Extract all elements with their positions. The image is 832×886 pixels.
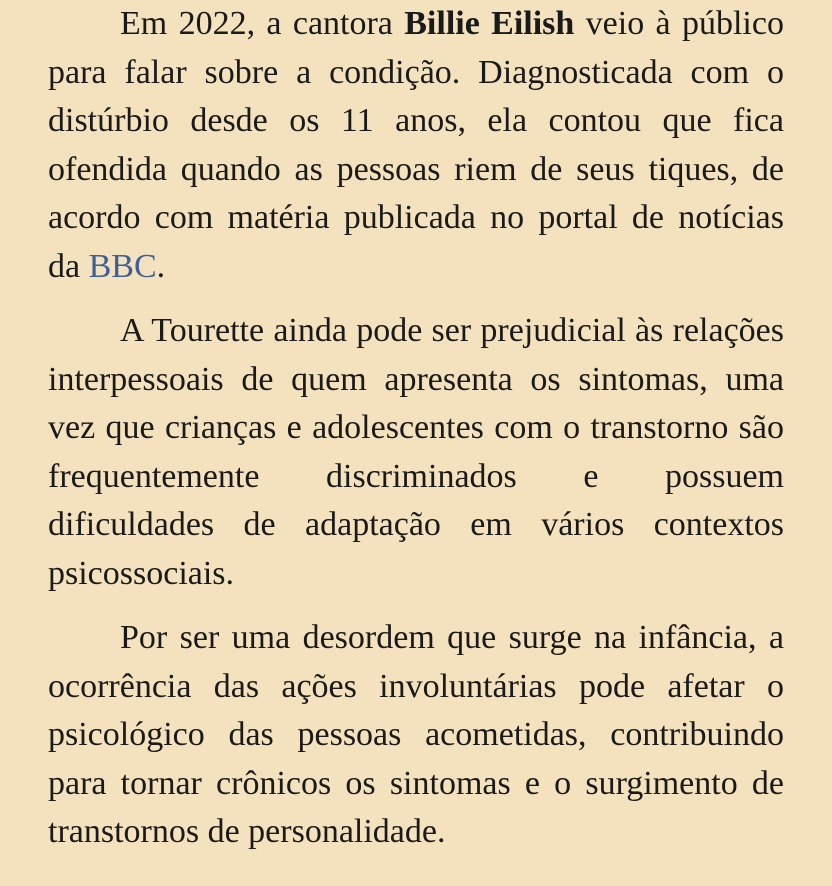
artist-name: Billie Eilish: [404, 5, 575, 42]
bbc-link[interactable]: BBC: [88, 247, 157, 285]
paragraph-1-intro: Em 2022, a cantora: [120, 5, 405, 42]
article-body: [48, 0, 784, 873]
paragraph-2: A Tourette ainda pode ser prejudicial às relações interpessoais de quem apresenta os sintomas, uma vez que crianças e adolescentes com o transtorno são frequentemente discriminados e possuem dificuldades de adaptação em vários contextos psicossociais.: [48, 312, 784, 592]
paragraph-1-end: .: [156, 247, 166, 285]
paragraph-1: [48, 0, 784, 291]
paragraph-3: Por ser uma desordem que surge na infância, a ocorrência das ações involuntárias pode afetar o psicológico das pessoas acometidas, contribuindo para tornar crônicos os sintomas e o surgimento de transtornos de personalidade.: [48, 619, 784, 850]
paragraph-1-body: veio à público para falar sobre a condição. Diagnosticada com o distúrbio desde os 11 anos, ela contou que fica ofendida quando as pessoas riem de seus tiques, de acordo com matéria publicada no portal de notícias da: [48, 5, 784, 285]
